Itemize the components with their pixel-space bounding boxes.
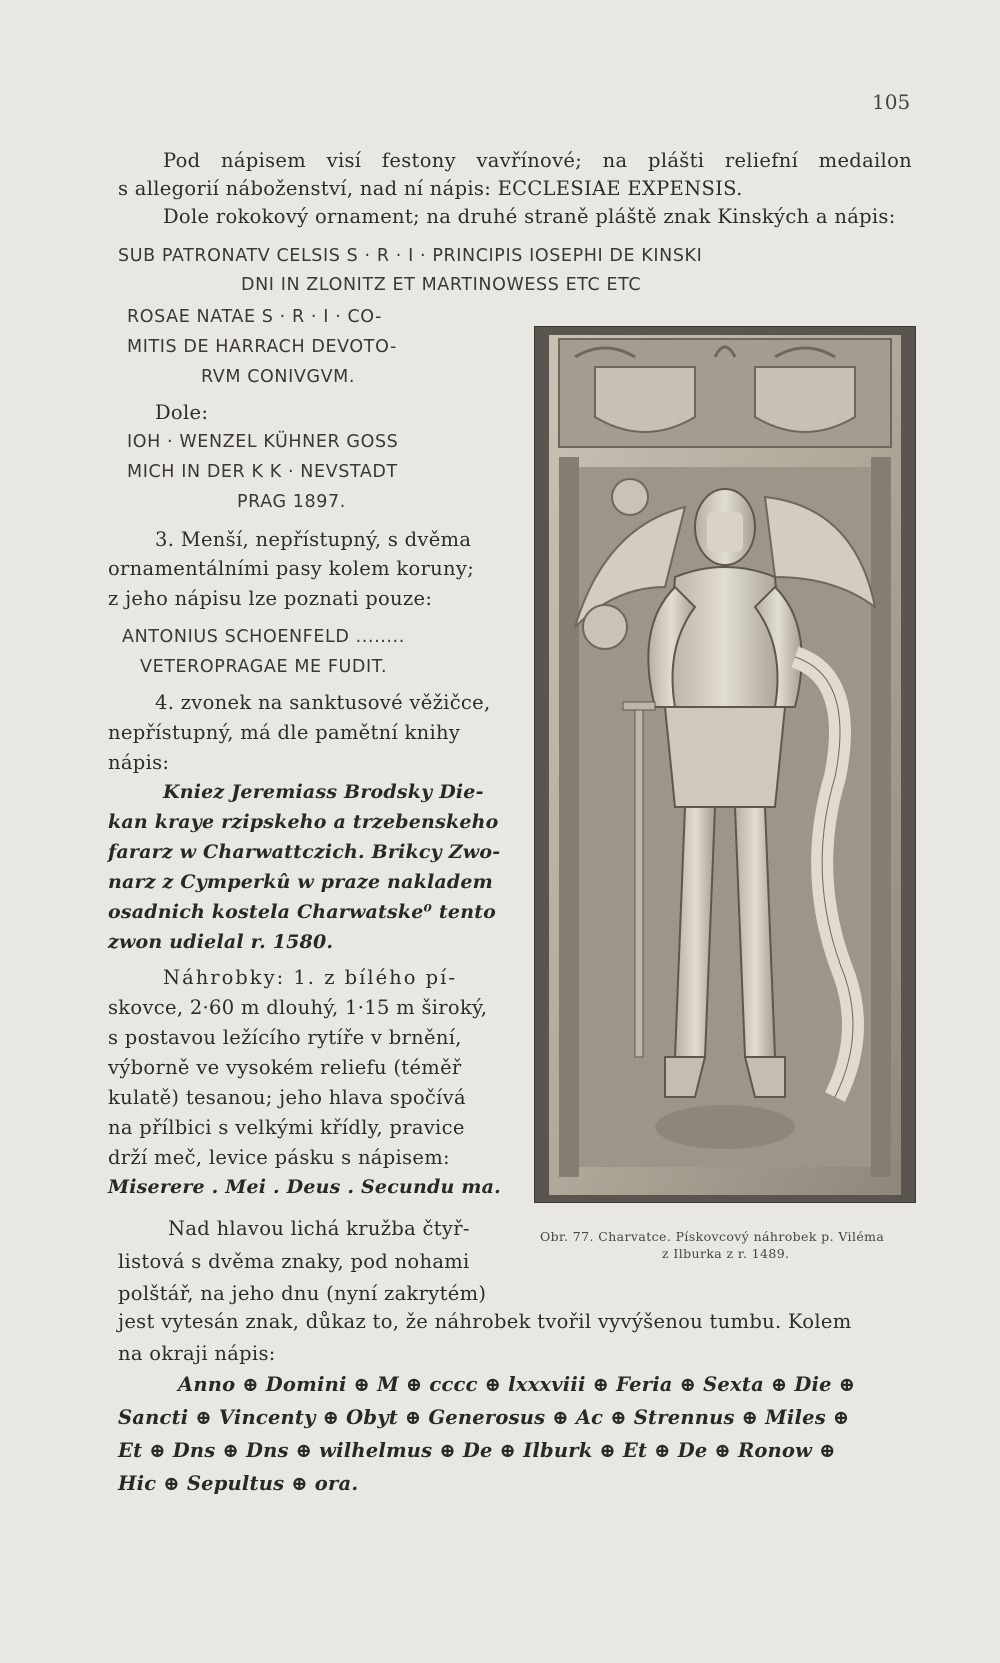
item3-line: ornamentálními pasy kolem koruny;	[108, 557, 475, 580]
hrobky-fraktur-line: Miserere . Mei . Deus . Secundu ma.	[108, 1176, 501, 1198]
inscription-line: SUB PATRONATV CELSIS S · R · I · PRINCIPIS IOSEPHI DE KINSKI	[118, 246, 703, 266]
fraktur-line: Kniez Jeremiass Brodsky Die-	[163, 781, 484, 803]
inscription-line: PRAG 1897.	[237, 492, 346, 512]
item3-inscription: VETEROPRAGAE ME FUDIT.	[140, 657, 388, 677]
hrobky-line: drží meč, levice pásku s nápisem:	[108, 1146, 450, 1169]
inscription-line: IOH · WENZEL KÜHNER GOSS	[127, 432, 399, 452]
page-number: 105	[872, 90, 911, 114]
hrobky-line: na přílbici s velkými křídly, pravice	[108, 1116, 465, 1139]
hrobky-line: s postavou ležícího rytíře v brnění,	[108, 1026, 462, 1049]
inscription-line: MICH IN DER K K · NEVSTADT	[127, 462, 398, 482]
knight-relief-illustration	[535, 327, 915, 1202]
tombstone-photo	[534, 326, 916, 1203]
hrobky-line: výborně ve vysokém reliefu (téměř	[108, 1056, 462, 1079]
final-fraktur-line: Et ⊕ Dns ⊕ Dns ⊕ wilhelmus ⊕ De ⊕ Ilburk ⊕ Et ⊕ De ⊕ Ronow ⊕	[118, 1439, 836, 1462]
hrobky-line: polštář, na jeho dnu (nyní zakrytém)	[118, 1282, 487, 1305]
dole-label: Dole:	[155, 401, 209, 424]
item4-line: nápis:	[108, 751, 170, 774]
paragraph-line: s allegorií náboženství, nad ní nápis: ECCLESIAE EXPENSIS.	[118, 177, 743, 200]
inscription-line: MITIS DE HARRACH DEVOTO-	[127, 337, 397, 357]
fraktur-line: zwon udielal r. 1580.	[108, 931, 334, 953]
hrobky-line: skovce, 2·60 m dlouhý, 1·15 m široký,	[108, 996, 488, 1019]
fraktur-line: kan kraye rzipskeho a trzebenskeho	[108, 811, 499, 833]
paragraph-line: Pod nápisem visí festony vavřínové; na plášti reliefní medailon	[163, 149, 912, 172]
item3-line: 3. Menší, nepřístupný, s dvěma	[155, 528, 472, 551]
hrobky-line: listová s dvěma znaky, pod nohami	[118, 1250, 470, 1273]
fraktur-line: fararz w Charwattczich. Brikcy Zwo-	[108, 841, 501, 863]
final-fraktur-line: Anno ⊕ Domini ⊕ M ⊕ cccc ⊕ lxxxviii ⊕ Feria ⊕ Sexta ⊕ Die ⊕	[178, 1373, 856, 1396]
final-fraktur-line: Sancti ⊕ Vincenty ⊕ Obyt ⊕ Generosus ⊕ Ac ⊕ Strennus ⊕ Miles ⊕	[118, 1406, 850, 1429]
item4-line: 4. zvonek na sanktusové věžičce,	[155, 691, 491, 714]
hrobky-line: Nad hlavou lichá kružba čtyř-	[168, 1217, 470, 1240]
fraktur-line: osadnich kostela Charwatske⁰ tento	[108, 901, 497, 923]
figure-caption: Obr. 77. Charvatce. Pískovcový náhrobek p. Viléma	[540, 1229, 885, 1244]
final-line: na okraji nápis:	[118, 1342, 276, 1365]
inscription-line: RVM CONIVGVM.	[201, 367, 356, 387]
final-line: jest vytesán znak, důkaz to, že náhrobek tvořil vyvýšenou tumbu. Kolem	[118, 1310, 852, 1333]
final-fraktur-line: Hic ⊕ Sepultus ⊕ ora.	[118, 1472, 359, 1495]
item3-inscription: ANTONIUS SCHOENFELD ........	[122, 627, 405, 647]
hrobky-line: Náhrobky: 1. z bílého pí-	[163, 966, 457, 989]
fraktur-line: narz z Cymperkû w praze nakladem	[108, 871, 493, 893]
item4-line: nepřístupný, má dle pamětní knihy	[108, 721, 461, 744]
item3-line: z jeho nápisu lze poznati pouze:	[108, 587, 433, 610]
paragraph-line: Dole rokokový ornament; na druhé straně pláště znak Kinských a nápis:	[163, 205, 896, 228]
inscription-line: DNI IN ZLONITZ ET MARTINOWESS ETC ETC	[241, 275, 642, 295]
inscription-line: ROSAE NATAE S · R · I · CO-	[127, 307, 383, 327]
hrobky-line: kulatě) tesanou; jeho hlava spočívá	[108, 1086, 466, 1109]
figure-caption: z Ilburka z r. 1489.	[662, 1246, 790, 1261]
